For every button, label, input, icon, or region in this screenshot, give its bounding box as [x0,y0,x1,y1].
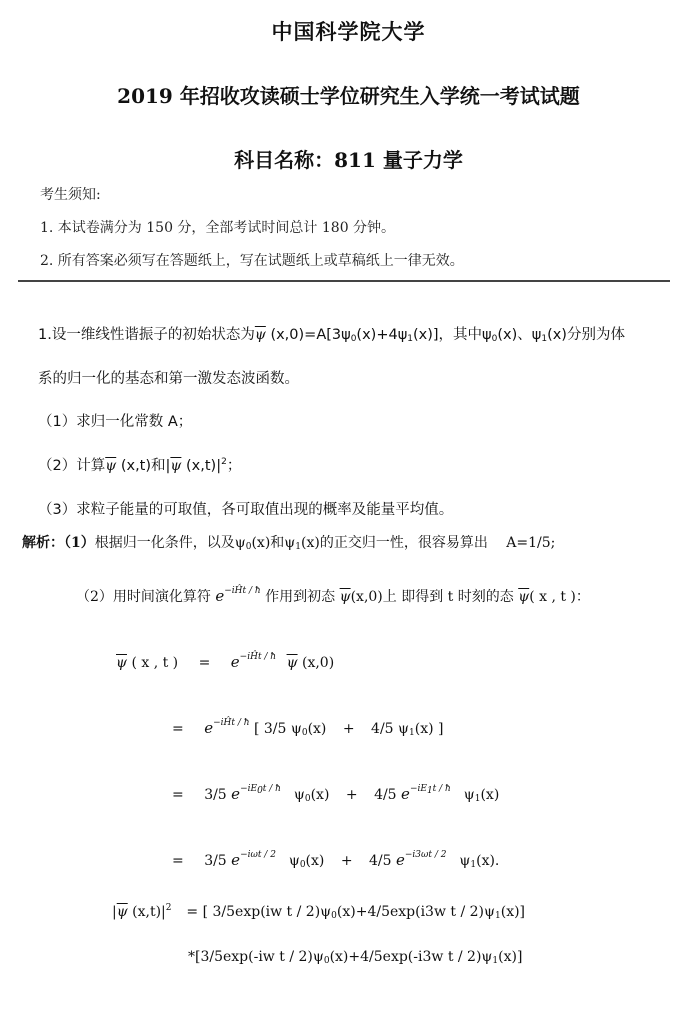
notice-item-1: 1. 本试卷满分为 150 分，全部考试时间总计 180 分钟。 [40,220,396,236]
psi-symbol: $\overline{\psi}$ [254,327,266,343]
question-part-1: （1）求归一化常数 A； [38,414,193,430]
question-line-1: 1.设一维线性谐振子的初始状态为$\overline{\psi}$ $(x,0)=A[3\psi_0(x)+4\psi_1(x)]$，其中$\psi_0(x)$、$\psi_1(x)$分别为体 [38,327,625,344]
solution-step-2: （2）用时间演化算符 $e^{-iĤt / ħ}$ 作用到初态 $\overline{\psi}(x,0)$上 即得到 t 时刻的态 $\overline{\psi}$( x , t )： [76,586,590,605]
equation-3: = 3/5 $e^{-iE_0t / ħ}$ $\psi_0(x) + 4/5$ $e^{-iE_1t / ħ}$ $\psi_1(x)$ [172,784,500,804]
equation-6: *[3/5exp(-iw $t / 2)\psi_0(x)+4/5\exp(-i3w$ t / $2)\psi_1(x)$] [188,949,523,966]
equation-4: = 3/5 $e^{-i\omega t / 2}$ $\psi_0(x) + 4/5$ $e^{-i3\omega t / 2}$ $\psi_1(x)$. [172,850,500,870]
notice-title: 考生须知: [40,187,101,203]
solution-step-1: 解析：（1）根据归一化条件，以及$\psi_0(x)$和$\psi_1(x)$的正交归一性，很容易算出 A=1/5; [22,535,556,552]
notice-item-2: 2. 所有答案必须写在答题纸上，写在试题纸上或草稿纸上一律无效。 [40,253,464,269]
question-line-2: 系的归一化的基态和第一激发态波函数。 [38,371,299,387]
equation-2: = $e^{-iĤt / ħ}$ [ 3/5 $\psi_0(x) + 4/5$ $\psi_1(x)$ ] [172,718,444,738]
divider-rule [18,280,670,282]
question-part-2: （2）计算$\overline{\psi}$ (x,t)和$|\overline{\psi}$ $(x,t)|^2$； [38,457,242,474]
equation-1: $\overline{\psi}$ ( x , t ) = $e^{-iĤt / ħ}$ $\overline{\psi}$ (x,0) [116,652,335,671]
subject-title: 科目名称：811 量子力学 [234,148,463,172]
equation-5: $|\overline{\psi}$ $(x,t)|^2$ = [ 3/5exp(iw $t / 2)\psi_0(x)+4/5\exp(i3w$ t / $2)\psi_1(x)$] [112,903,526,921]
school-name: 中国科学院大学 [271,19,426,44]
question-part-3: （3）求粒子能量的可取值，各可取值出现的概率及能量平均值。 [38,502,454,518]
exam-title: 2019 年招收攻读硕士学位研究生入学统一考试试题 [117,84,580,108]
